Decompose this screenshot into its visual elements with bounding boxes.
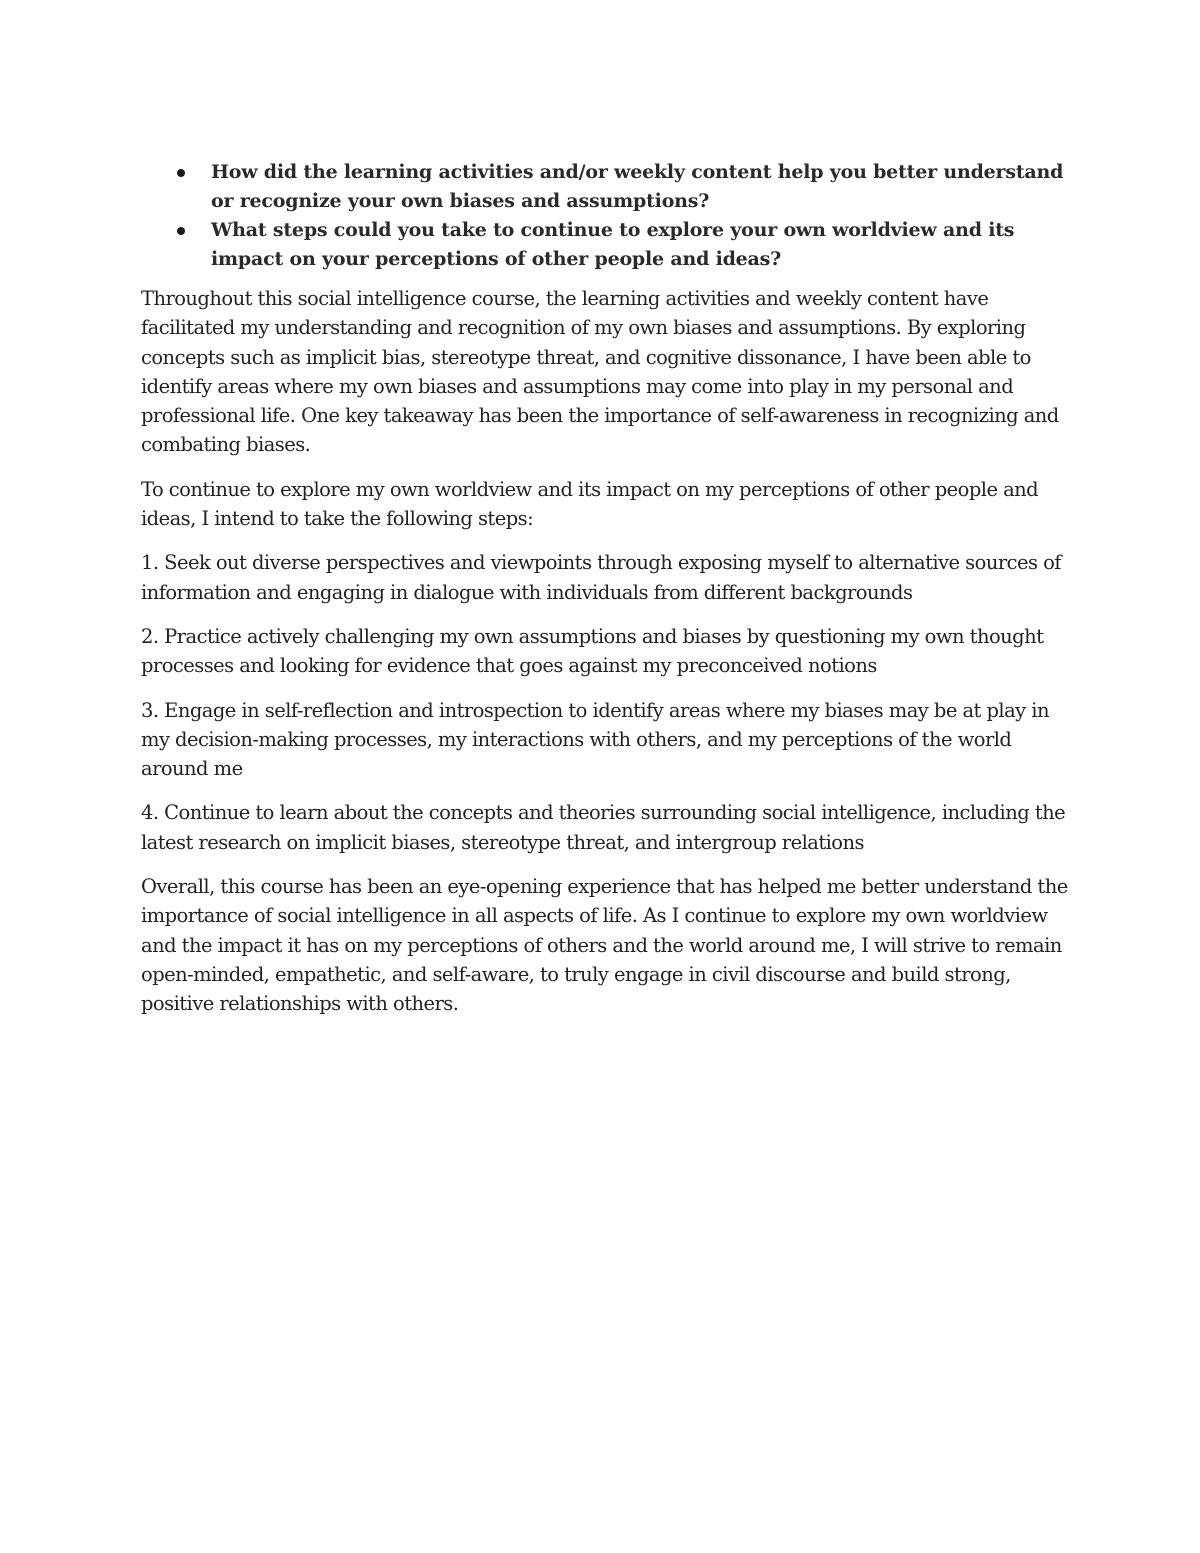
step-2-paragraph: 2. Practice actively challenging my own assumptions and biases by questioning my own thought processes and looking for evidence that goes against my preconceived notions <box>141 624 1044 678</box>
step-3-paragraph: 3. Engage in self-reflection and introspection to identify areas where my biases may be at play in my decision-making processes, my interactions with others, and my perceptions of the world around me <box>141 698 1049 781</box>
step-4-paragraph: 4. Continue to learn about the concepts and theories surrounding social intelligence, including the latest research on implicit biases, stereotype threat, and intergroup relations <box>141 801 1066 854</box>
question-item <box>141 216 1071 274</box>
steps-intro-paragraph: To continue to explore my own worldview and its impact on my perceptions of other people and ideas, I intend to take the following steps: <box>141 477 1039 531</box>
conclusion-paragraph: Overall, this course has been an eye-opening experience that has helped me better understand the importance of social intelligence in all aspects of life. As I continue to explore my own worldview and the impact it has on my perceptions of others and the world around me, I will strive to remain open-minded, empathetic, and self-aware, to truly engage in civil discourse and build strong, positive relationships with others. <box>141 875 1068 1016</box>
question-list <box>141 158 1071 274</box>
document-page <box>141 158 1071 1034</box>
bullet-icon <box>177 227 185 235</box>
bullet-icon <box>177 169 185 177</box>
question-text: How did the learning activities and/or weekly content help you better understand or recognize your own biases and assumptions? <box>211 161 1064 212</box>
question-item <box>141 158 1071 216</box>
intro-paragraph: Throughout this social intelligence course, the learning activities and weekly content have facilitated my understanding and recognition of my own biases and assumptions. By exploring concepts such as implicit bias, stereotype threat, and cognitive dissonance, I have been able to identify areas where my own biases and assumptions may come into play in my personal and professional life. One key takeaway has been the importance of self-awareness in recognizing and combating biases. <box>141 287 1059 457</box>
step-1-paragraph: 1. Seek out diverse perspectives and viewpoints through exposing myself to alternative sources of information and engaging in dialogue with individuals from different backgrounds <box>141 551 1061 604</box>
question-text: What steps could you take to continue to explore your own worldview and its impact on your perceptions of other people and ideas? <box>211 219 1015 270</box>
